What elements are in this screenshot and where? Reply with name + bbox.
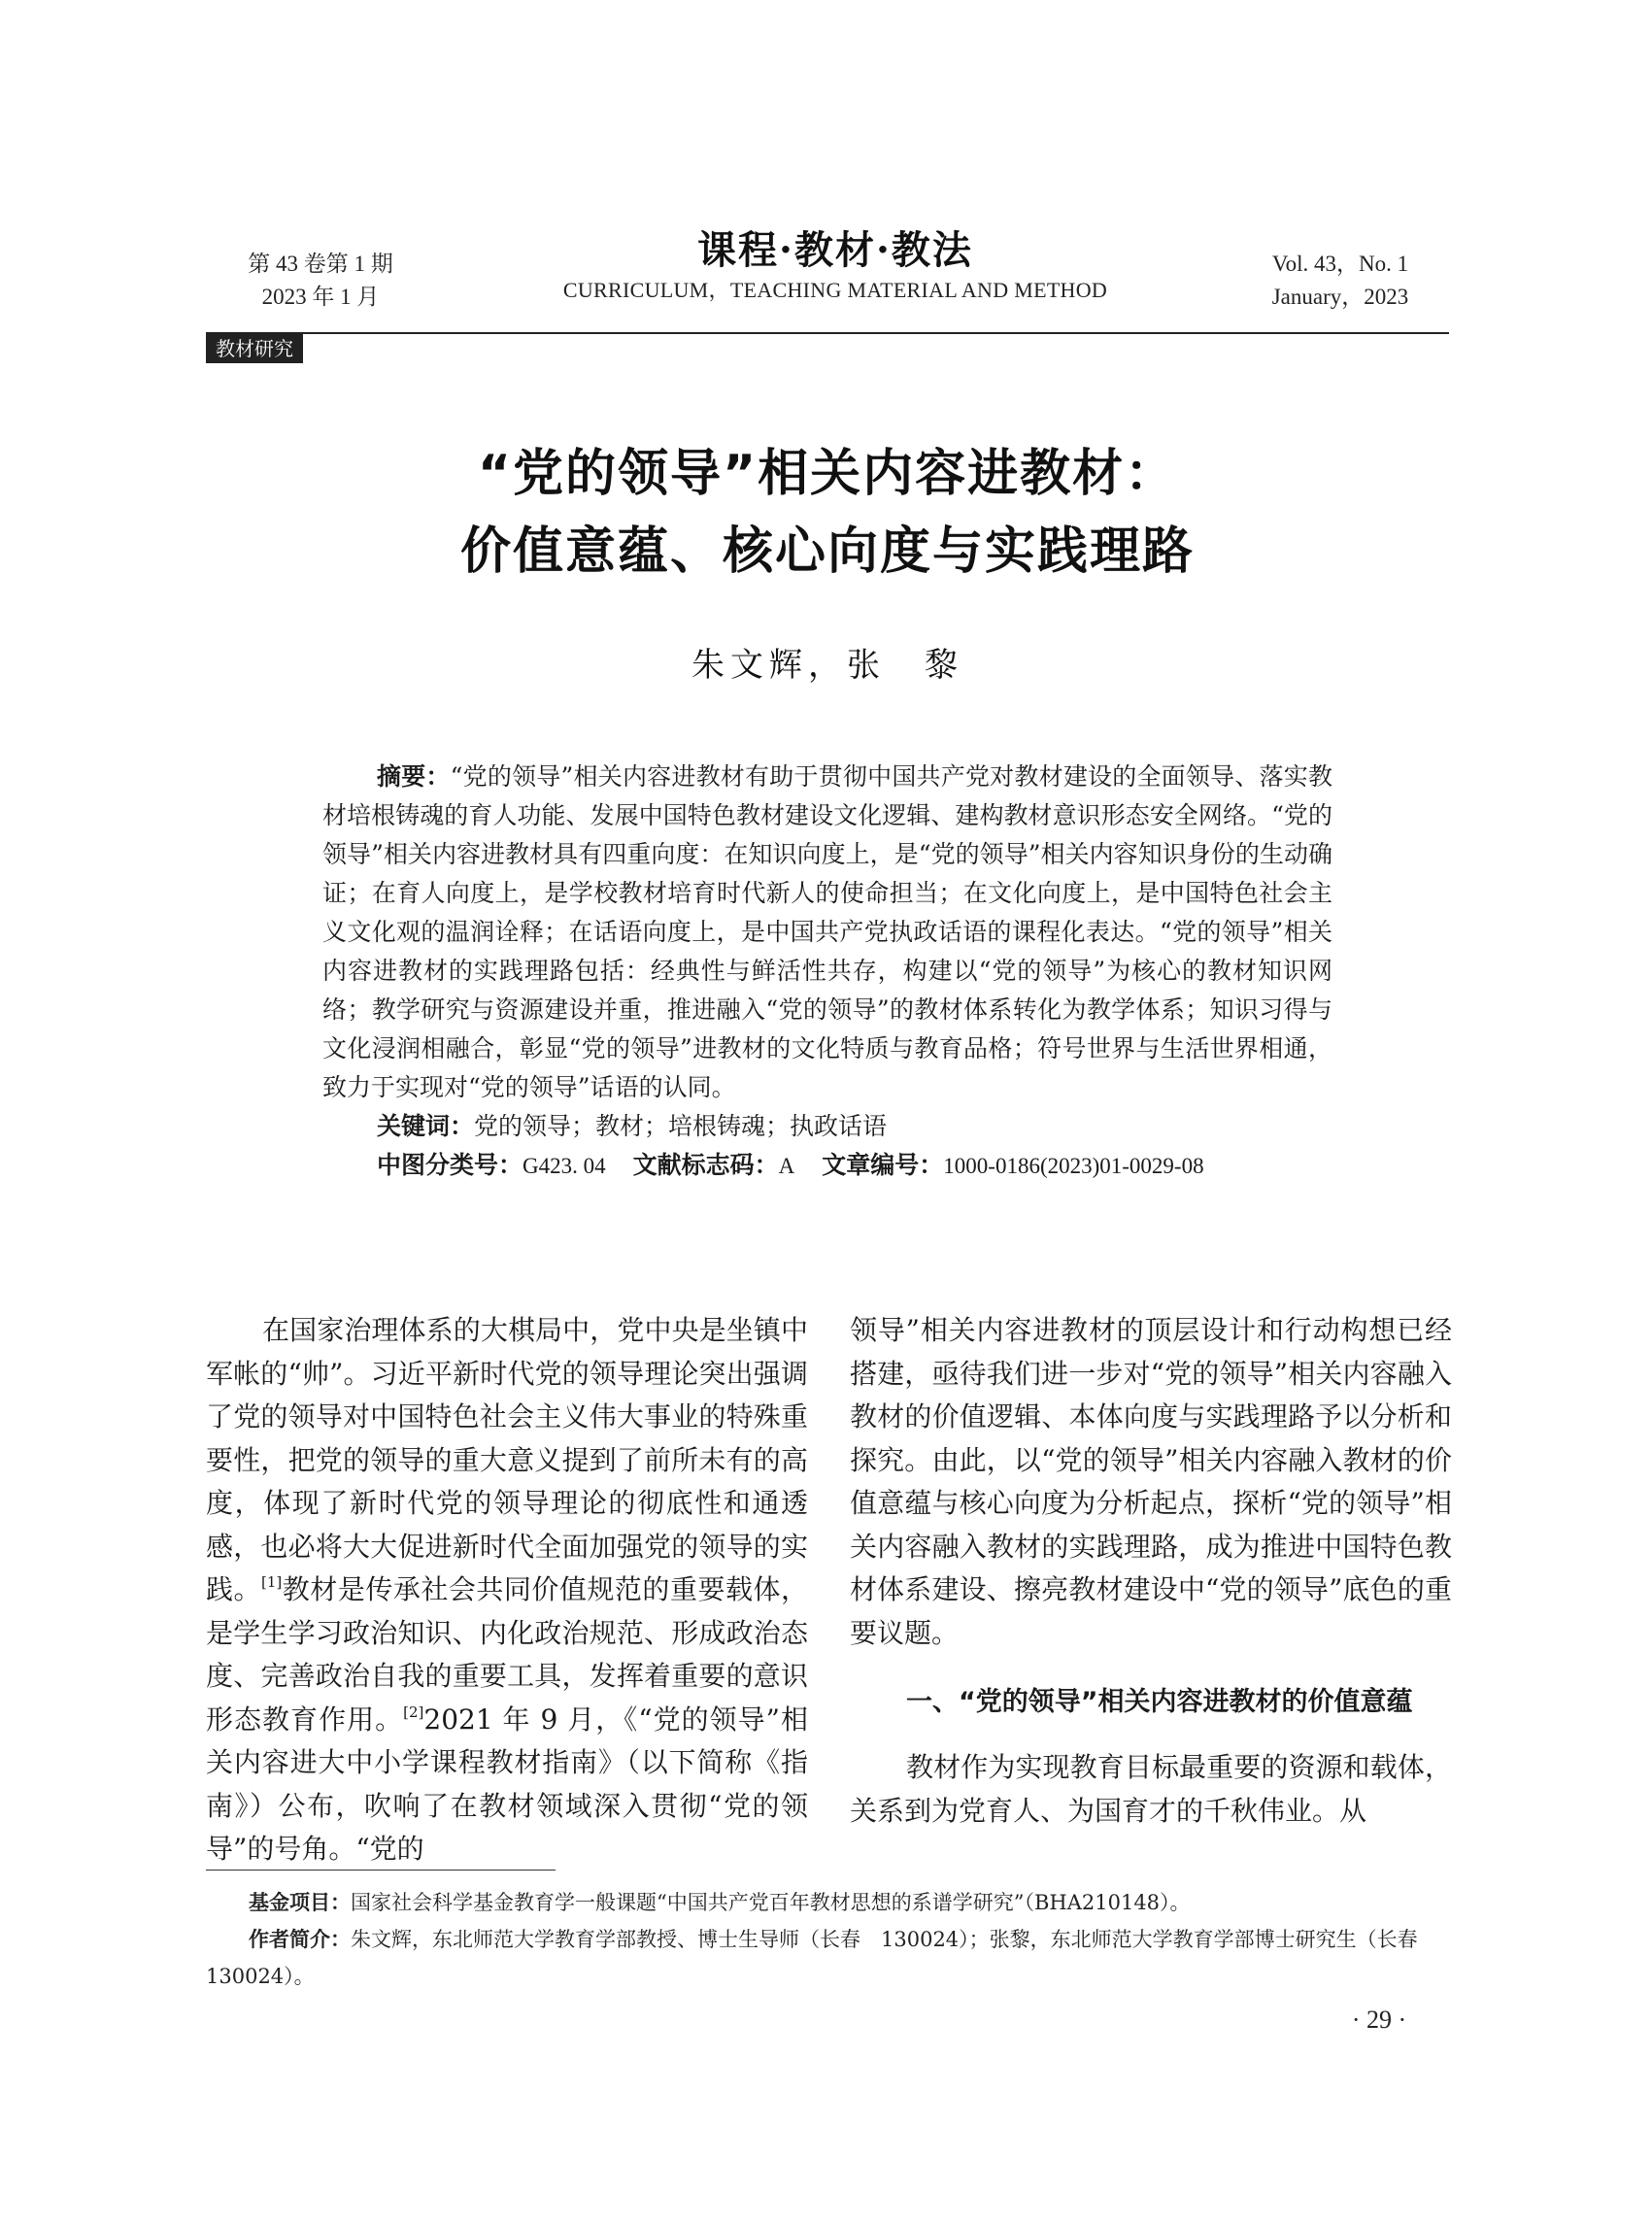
abstract-paragraph	[322, 758, 1332, 1107]
journal-masthead	[544, 225, 1127, 305]
footnote-divider	[206, 1870, 556, 1871]
volume-issue-cn: 第 43 卷第 1 期	[248, 252, 393, 276]
keywords-label: 关键词：	[377, 1112, 475, 1140]
body-text: 2021 年 9 月，《“党的领导”相关内容进大中小学课程教材指南》（以下简称《指南》）公布，吹响了在教材领域深入贯彻“党的领导”的号角。“党的	[206, 1702, 808, 1865]
date-en: January，2023	[1271, 285, 1409, 309]
doc-code: A	[778, 1154, 795, 1178]
header-divider	[206, 332, 1449, 334]
article-authors: 朱文辉，张 黎	[691, 646, 963, 685]
header-volume-cn	[243, 248, 398, 314]
doc-code-label: 文献标志码：	[632, 1151, 779, 1179]
body-column-right	[850, 1309, 1452, 1833]
classification-line	[322, 1146, 1332, 1186]
journal-title-en: CURRICULUM，TEACHING MATERIAL AND METHOD	[562, 278, 1108, 302]
keywords-line	[322, 1107, 1332, 1146]
footnote-funding	[206, 1884, 1449, 1921]
abstract-text: “党的领导”相关内容进教材有助于贯彻中国共产党对教材建设的全面领导、落实教材培根铸魂的育人功能、发展中国特色教材建设文化逻辑、建构教材意识形态安全网络。“党的领导”相关内容进教材具有四重向度：在知识向度上，是“党的领导”相关内容知识身份的生动确证；在育人向度上，是学校教材培育时代新人的使命担当；在文化向度上，是中国特色社会主义文化观的温润诠释；在话语向度上，是中国共产党执政话语的课程化表达。“党的领导”相关内容进教材的实践理路包括：经典性与鲜活性共存，构建以“党的领导”为核心的教材知识网络；教学研究与资源建设并重，推进融入“党的领导”的教材体系转化为教学体系；知识习得与文化浸润相融合，彰显“党的领导”进教材的文化特质与教育品格；符号世界与生活世界相通，致力于实现对“党的领导”话语的认同。	[322, 762, 1332, 1101]
body-paragraph: 教材作为实现教育目标最重要的资源和载体，关系到为党育人、为国育才的千秋伟业。从	[850, 1751, 1452, 1827]
header-volume-en	[1243, 248, 1437, 314]
article-no-label: 文章编号：	[822, 1151, 944, 1179]
author-info-label: 作者简介：	[249, 1928, 351, 1951]
body-text: 教材是传承社会共同价值规范的重要载体，是学生学习政治知识、内化政治规范、形成政治态度、完善政治自我的重要工具，发挥着重要的意识形态教育作用。	[206, 1573, 808, 1736]
footnotes-block	[206, 1884, 1449, 1995]
title-line-1: “党的领导”相关内容进教材：	[477, 445, 1178, 503]
article-no: 1000-0186(2023)01-0029-08	[943, 1154, 1204, 1178]
citation-2[interactable]: [2]	[403, 1702, 424, 1721]
clc-label: 中图分类号：	[377, 1151, 523, 1179]
keywords-text: 党的领导；教材；培根铸魂；执政话语	[474, 1112, 888, 1140]
funding-text: 国家社会科学基金教育学一般课题“中国共产党百年教材思想的系谱学研究”（BHA210148）。	[351, 1891, 1191, 1914]
funding-label: 基金项目：	[249, 1891, 351, 1914]
body-paragraph: 领导”相关内容进教材的顶层设计和行动构想已经搭建，亟待我们进一步对“党的领导”相关内容融入教材的价值逻辑、本体向度与实践理路予以分析和探究。由此，以“党的领导”相关内容融入教材的价值意蕴与核心向度为分析起点，探析“党的领导”相关内容融入教材的实践理路，成为推进中国特色教材体系建设、擦亮教材建设中“党的领导”底色的重要议题。	[850, 1314, 1452, 1649]
section-heading: 一、“党的领导”相关内容进教材的价值意蕴	[906, 1687, 1413, 1717]
section-badge: 教材研究	[206, 334, 303, 363]
author-info-text: 朱文辉，东北师范大学教育学部教授、博士生导师（长春 130024）；张黎，东北师范大学教育学部博士研究生（长春 130024）。	[206, 1928, 1438, 1988]
volume-issue-en: Vol. 43，No. 1	[1271, 252, 1409, 276]
article-title	[206, 435, 1449, 590]
body-text: 在国家治理体系的大棋局中，党中央是坐镇中军帐的“帅”。习近平新时代党的领导理论突出强调了党的领导对中国特色社会主义伟大事业的特殊重要性，把党的领导的重大意义提到了前所未有的高度，体现了新时代党的领导理论的彻底性和通透感，也必将大大促进新时代全面加强党的领导的实践。	[206, 1314, 808, 1605]
body-column-left	[206, 1309, 808, 1871]
title-line-2: 价值意蕴、核心向度与实践理路	[459, 523, 1195, 581]
body-paragraph	[206, 1309, 808, 1871]
citation-1[interactable]: [1]	[261, 1573, 283, 1591]
page-number: · 29 ·	[1351, 2006, 1407, 2034]
abstract-block	[322, 758, 1332, 1186]
clc-code: G423. 04	[523, 1154, 606, 1178]
abstract-label: 摘要：	[377, 762, 451, 791]
journal-title-cn: 课程·教材·教法	[697, 227, 973, 273]
footnote-author	[206, 1921, 1449, 1995]
date-cn: 2023 年 1 月	[261, 285, 380, 309]
